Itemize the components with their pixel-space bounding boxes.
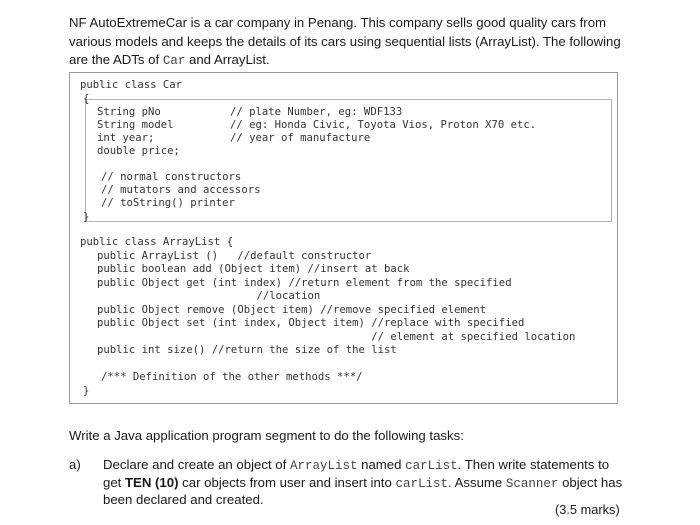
qa-code-arraylist: ArrayList <box>289 459 358 473</box>
question-a-text <box>103 457 623 508</box>
car-open-brace: { <box>83 93 90 105</box>
qa-code-carlist-2: carList <box>395 476 448 491</box>
arraylist-class-header: public class ArrayList { <box>80 236 234 248</box>
field-comment: // eg: Honda Civic, Toyota Vios, Proton X70 etc. <box>230 119 537 131</box>
arraylist-line: public Object set (int index, Object item) //replace with specified <box>97 317 525 329</box>
field-decl: String model <box>97 119 174 131</box>
definition-comment: /*** Definition of the other methods ***/ <box>101 371 363 383</box>
qa-text-5: . Assume <box>447 474 506 490</box>
qa-text-2: named <box>357 457 406 472</box>
car-comment: // mutators and accessors <box>101 184 261 196</box>
field-decl: int year; <box>97 132 155 144</box>
field-comment: // plate Number, eg: WDF133 <box>230 106 403 118</box>
field-decl: String pNo <box>97 106 161 118</box>
car-class-header: public class Car <box>80 79 183 91</box>
qa-bold-ten: TEN (10) <box>125 474 179 490</box>
field-decl: double price; <box>97 145 180 157</box>
qa-code-carlist: carList <box>405 459 458 473</box>
intro-text-2: and ArrayList. <box>185 52 270 67</box>
arraylist-line: public ArrayList () //default constructor <box>97 250 372 262</box>
arraylist-line: public Object get (int index) //return element from the specified <box>97 277 512 289</box>
arraylist-close-brace: } <box>83 385 90 397</box>
arraylist-line: // element at specified location <box>97 331 576 343</box>
field-comment: // year of manufacture <box>230 132 371 144</box>
intro-text-1: NF AutoExtremeCar is a car company in Penang. This company sells good quality cars from various models and keeps the details of its cars using sequential lists (ArrayList). The following are the ADTs of <box>69 15 621 67</box>
car-comment: // toString() printer <box>101 197 235 209</box>
arraylist-line: public boolean add (Object item) //insert at back <box>97 263 410 275</box>
car-comment: // normal constructors <box>101 171 242 183</box>
arraylist-line: //location <box>97 290 321 302</box>
marks-label: (3.5 marks) <box>555 502 620 517</box>
qa-text-3: . Then write statements to get <box>103 457 610 490</box>
arraylist-line: public Object remove (Object item) //remove specified element <box>97 304 487 316</box>
intro-paragraph <box>69 14 625 71</box>
car-close-brace: } <box>83 211 90 223</box>
intro-code-car: Car <box>162 54 186 68</box>
qa-text-4: car objects from user and insert into <box>178 474 396 490</box>
question-heading: Write a Java application program segment to do the following tasks: <box>69 428 464 443</box>
arraylist-line: public int size() //return the size of the list <box>97 344 397 356</box>
question-a-label: a) <box>69 457 81 472</box>
qa-text-6: object has been declared and created. <box>103 474 623 507</box>
qa-text-1: Declare and create an object of <box>103 457 290 472</box>
qa-code-scanner: Scanner <box>505 476 559 491</box>
